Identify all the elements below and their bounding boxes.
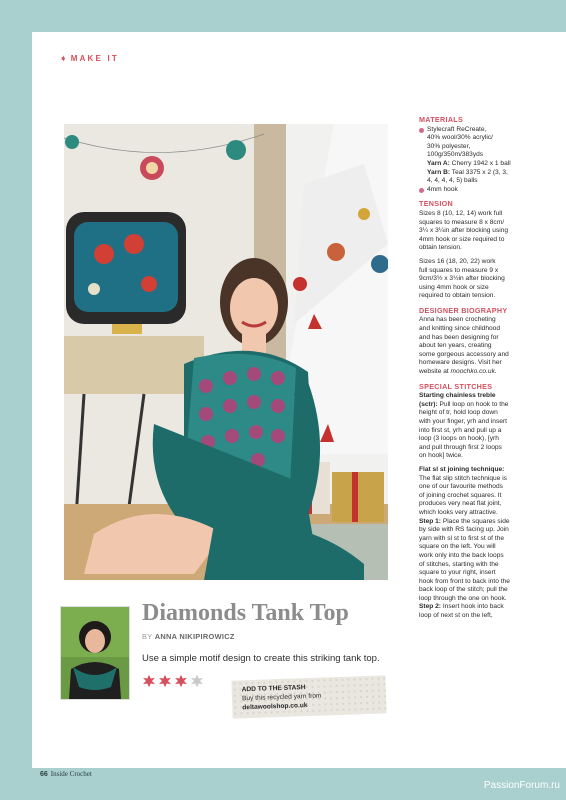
- bullet-dot-icon: [419, 188, 424, 193]
- watermark: PassionForum.ru: [483, 780, 560, 791]
- materials-heading: MATERIALS: [419, 115, 464, 124]
- stash-box: [231, 675, 386, 718]
- difficulty-rating: [142, 674, 204, 688]
- stash-heading: ADD TO THE STASH: [241, 684, 306, 694]
- star-filled-icon: [174, 674, 188, 688]
- page-number: 66: [40, 771, 48, 778]
- section-label: ➧ MAKE IT: [60, 54, 119, 63]
- tension-heading: TENSION: [419, 199, 454, 209]
- stash-line: Buy this recycled yarn from: [241, 692, 322, 703]
- star-filled-icon: [158, 674, 172, 688]
- designer-portrait: [61, 607, 129, 699]
- star-empty-icon: [190, 674, 204, 688]
- bio-heading: DESIGNER BIOGRAPHY: [419, 305, 508, 315]
- magazine-page: [32, 32, 566, 768]
- page-footer: [40, 770, 92, 778]
- model-christmas-photo: [64, 124, 388, 580]
- materials-yarn-item: Stylecraft ReCreate, 40% wool/30% acrylic/ 30% polyester, 100g/350m/383yds Yarn A: Cherry 1942 x 1 ball Yarn B: Teal 3375 x 2 (3, 3, 4, 4, 4, 4, 5) balls: [419, 126, 543, 186]
- tension-paragraph-2: Sizes 16 (18, 20, 22) work full squares to measure 9 x 9cm/3½ x 3½in after blocking using 4mm hook or size required to obtain tension.: [419, 257, 505, 300]
- flat-joining-paragraph: Flat sl st joining technique: The flat slip stitch technique is one of our favourite methods of joining crochet squares. It produces very neat flat joint, which looks very attractive. Step 1: Place the squares side by side with RS facing up. Join yarn with sl st to first st of the square on the left. You will work only into the back loops of stitches, starting with the square to your right, insert hook from front to back into the back loop of the stitch; pull the loop through the one on hook. Step 2: Insert hook into back loop of next st on the left,: [419, 465, 510, 620]
- bio-paragraph: Anna has been crocheting and knitting since childhood and has been designing for about ten years, creating some gorgeous accessory and homeware designs. Visit her website at moochko.co.uk.: [419, 316, 509, 376]
- stitches-heading: SPECIAL STITCHES: [419, 381, 493, 391]
- chainless-paragraph: Starting chainless treble (sctr): Pull loop on hook to the height of tr, hold loop down with your finger, yrh and insert into first st, yrh and pull up a loop (3 loops on hook), [yrh and pull through first 2 loops on hook] twice.: [419, 392, 509, 460]
- star-filled-icon: [142, 674, 156, 688]
- tension-paragraph-1: Sizes 8 (10, 12, 14) work full squares to measure 8 x 8cm/ 3¼ x 3¼in after blocking using 4mm hook or size required to obtain tension.: [419, 209, 509, 252]
- magazine-name: Inside Crochet: [50, 770, 92, 778]
- author-name: ANNA NIKIPIROWICZ: [154, 632, 235, 641]
- byline: BY ANNA NIKIPIROWICZ: [142, 632, 235, 641]
- stash-link[interactable]: deltawoolshop.co.uk: [242, 702, 308, 712]
- main-photo: [64, 124, 388, 580]
- bullet-dot-icon: [419, 128, 424, 133]
- article-title: Diamonds Tank Top: [142, 600, 349, 626]
- website-link[interactable]: moochko.co.uk.: [450, 368, 497, 376]
- instructions-column: [419, 116, 543, 626]
- designer-photo: [60, 606, 130, 700]
- double-arrow-icon: ➧: [60, 54, 67, 63]
- materials-hook-item: 4mm hook: [419, 186, 543, 195]
- article-intro: Use a simple motif design to create this striking tank top.: [142, 653, 380, 664]
